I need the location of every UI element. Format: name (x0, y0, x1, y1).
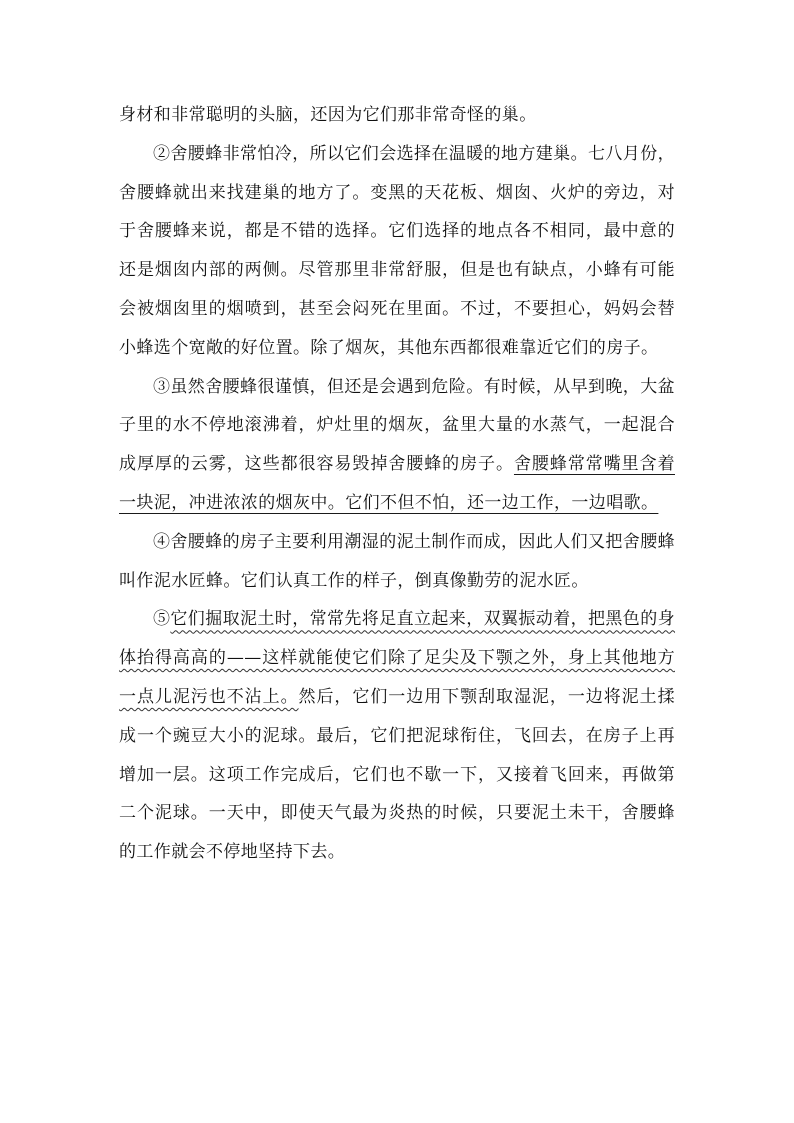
paragraph-2-text: ②舍腰蜂非常怕冷，所以它们会选择在温暖的地方建巢。七八月份，舍腰蜂就出来找建巢的地方了。变黑的天花板、烟囱、火炉的旁边，对于舍腰蜂来说，都是不错的选择。它们选择的地点各不相同，最中意的还是烟囱内部的两侧。尽管那里非常舒服，但是也有缺点，小蜂有可能会被烟囱里的烟喷到，甚至会闷死在里面。不过，不要担心，妈妈会替小蜂选个宽敞的好位置。除了烟灰，其他东西都很难靠近它们的房子。 (119, 143, 675, 358)
paragraph-5-number: ⑤ (153, 609, 171, 630)
paragraph-5-text: 然后，它们一边用下颚刮取湿泥，一边将泥土揉成一个豌豆大小的泥球。最后，它们把泥球衔住，飞回去，在房子上再增加一层。这项工作完成后，它们也不歇一下，又接着飞回来，再做第二个泥球。一天中，即使天气最为炎热的时候，只要泥土未干，舍腰蜂的工作就会不停地坚持下去。 (119, 686, 675, 863)
paragraph-3 (119, 368, 675, 523)
paragraph-5-wavy-underlined-sentence: 它们掘取泥土时，常常先将足直立起来，双翼振动着，把黑色的身体抬得高高的——这样就能使它们除了足尖及下颚之外，身上其他地方一点儿泥污也不沾上。 (119, 609, 676, 707)
article-body (119, 96, 675, 872)
paragraph-3-underlined-sentence: 舍腰蜂常常嘴里含着一块泥，冲进浓浓的烟灰中。它们不但不怕，还一边工作，一边唱歌。 (119, 454, 675, 513)
paragraph-1-text: 身材和非常聪明的头脑，还因为它们那非常奇怪的巢。 (119, 105, 537, 125)
paragraph-5 (119, 600, 675, 872)
paragraph-1-continuation (119, 96, 675, 135)
paragraph-4-text: ④舍腰蜂的房子主要利用潮湿的泥土制作而成，因此人们又把舍腰蜂叫作泥水匠蜂。它们认真工作的样子，倒真像勤劳的泥水匠。 (119, 531, 675, 591)
paragraph-2 (119, 135, 675, 368)
paragraph-3-text: ③虽然舍腰蜂很谨慎，但还是会遇到危险。有时候，从早到晚，大盆子里的水不停地滚沸着，炉灶里的烟灰，盆里大量的水蒸气，一起混合成厚厚的云雾，这些都很容易毁掉舍腰蜂的房子。 (119, 376, 675, 475)
paragraph-4 (119, 523, 675, 601)
